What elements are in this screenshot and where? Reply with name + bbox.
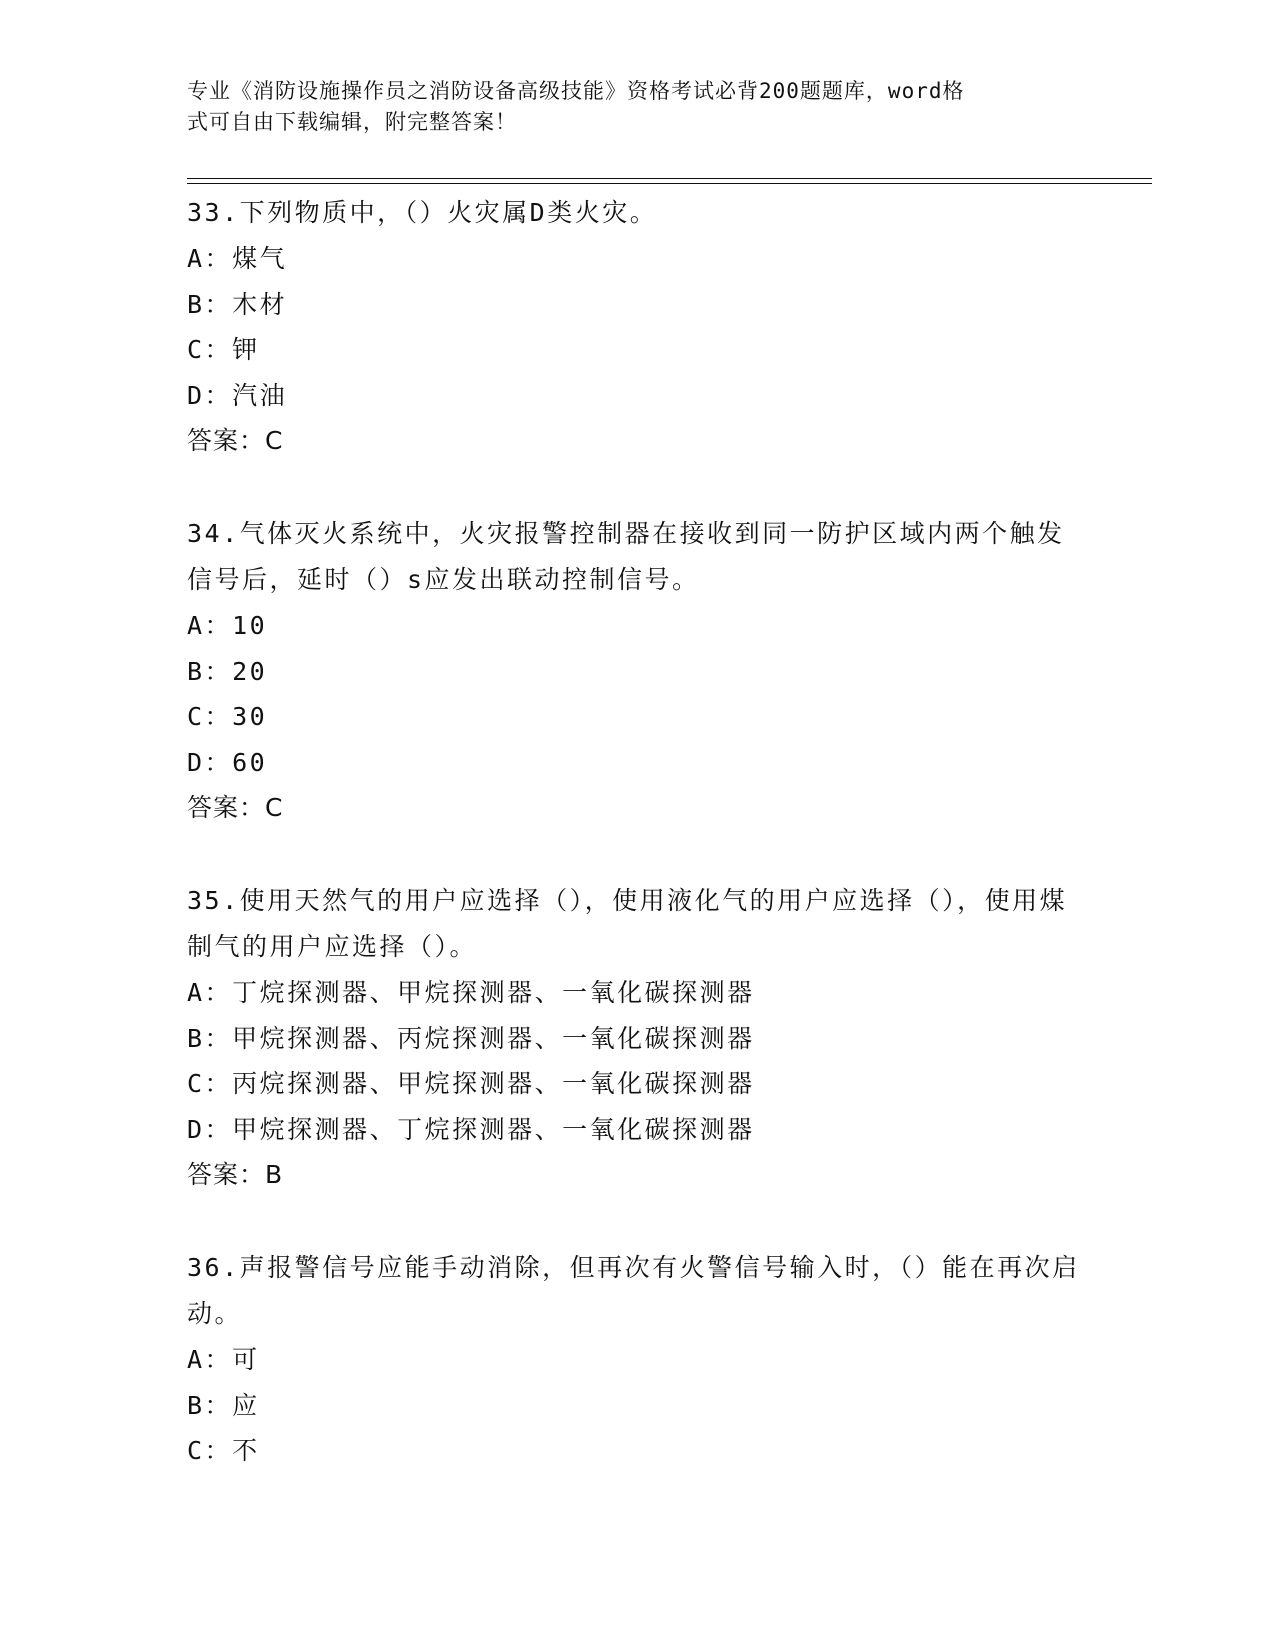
option-d xyxy=(187,1107,1087,1153)
option-b xyxy=(187,1016,1087,1062)
option-letter: B： xyxy=(187,1390,233,1420)
answer-line: 答案：B xyxy=(187,1160,284,1189)
answer-line: 答案：C xyxy=(187,793,284,822)
question-text: 34.气体灭火系统中，火灾报警控制器在接收到同一防护区域内两个触发信号后，延时（）s应发出联动控制信号。 xyxy=(187,519,1065,594)
option-letter: B： xyxy=(187,289,233,319)
option-text: 30 xyxy=(232,702,268,731)
option-a xyxy=(187,970,1087,1016)
option-letter: A： xyxy=(187,1345,233,1374)
header-line-1: 专业《消防设施操作员之消防设备高级技能》资格考试必背200题题库，word格 xyxy=(187,79,965,103)
option-b xyxy=(187,282,1087,328)
option-a xyxy=(187,236,1087,282)
option-d xyxy=(187,740,1087,786)
option-letter: C： xyxy=(187,1069,233,1098)
option-c xyxy=(187,1428,1087,1474)
option-text: 甲烷探测器、丙烷探测器、一氧化碳探测器 xyxy=(232,1023,755,1053)
option-text: 60 xyxy=(232,747,268,777)
question-text: 33.下列物质中，（）火灾属D类火灾。 xyxy=(187,198,658,227)
document-header xyxy=(187,76,1067,138)
option-c xyxy=(187,694,1087,740)
option-letter: B： xyxy=(187,1023,233,1053)
question-36 xyxy=(187,1245,1087,1474)
option-letter: A： xyxy=(187,978,233,1007)
question-text: 36.声报警信号应能手动消除，但再次有火警信号输入时，（）能在再次启动。 xyxy=(187,1253,1080,1328)
option-letter: D： xyxy=(187,1114,233,1144)
option-a xyxy=(187,1337,1087,1383)
option-letter: D： xyxy=(187,380,233,410)
header-divider-bottom xyxy=(187,183,1152,184)
option-b xyxy=(187,649,1087,695)
option-letter: C： xyxy=(187,702,233,731)
question-text: 35.使用天然气的用户应选择（），使用液化气的用户应选择（），使用煤制气的用户应选择（）。 xyxy=(187,886,1068,961)
option-letter: A： xyxy=(187,244,233,273)
option-text: 不 xyxy=(232,1436,260,1465)
option-text: 20 xyxy=(232,656,268,686)
question-35 xyxy=(187,878,1087,1198)
question-list xyxy=(187,190,1087,1521)
question-33 xyxy=(187,190,1087,464)
option-text: 应 xyxy=(232,1390,260,1420)
option-d xyxy=(187,373,1087,419)
option-text: 木材 xyxy=(232,289,288,319)
header-divider-top xyxy=(187,178,1152,179)
answer-line: 答案：C xyxy=(187,426,284,455)
option-letter: C： xyxy=(187,1436,233,1465)
option-text: 丁烷探测器、甲烷探测器、一氧化碳探测器 xyxy=(232,978,755,1007)
option-a xyxy=(187,603,1087,649)
option-c xyxy=(187,1061,1087,1107)
option-letter: A： xyxy=(187,611,233,640)
option-text: 煤气 xyxy=(232,244,288,273)
option-text: 甲烷探测器、丁烷探测器、一氧化碳探测器 xyxy=(232,1114,755,1144)
header-line-2: 式可自由下载编辑，附完整答案！ xyxy=(187,110,517,134)
option-letter: D： xyxy=(187,747,233,777)
option-c xyxy=(187,327,1087,373)
option-text: 丙烷探测器、甲烷探测器、一氧化碳探测器 xyxy=(232,1069,755,1098)
option-text: 汽油 xyxy=(232,380,288,410)
option-text: 10 xyxy=(232,611,268,640)
option-letter: B： xyxy=(187,656,233,686)
option-text: 钾 xyxy=(232,335,260,364)
option-text: 可 xyxy=(232,1345,260,1374)
option-b xyxy=(187,1383,1087,1429)
question-34 xyxy=(187,511,1087,831)
option-letter: C： xyxy=(187,335,233,364)
